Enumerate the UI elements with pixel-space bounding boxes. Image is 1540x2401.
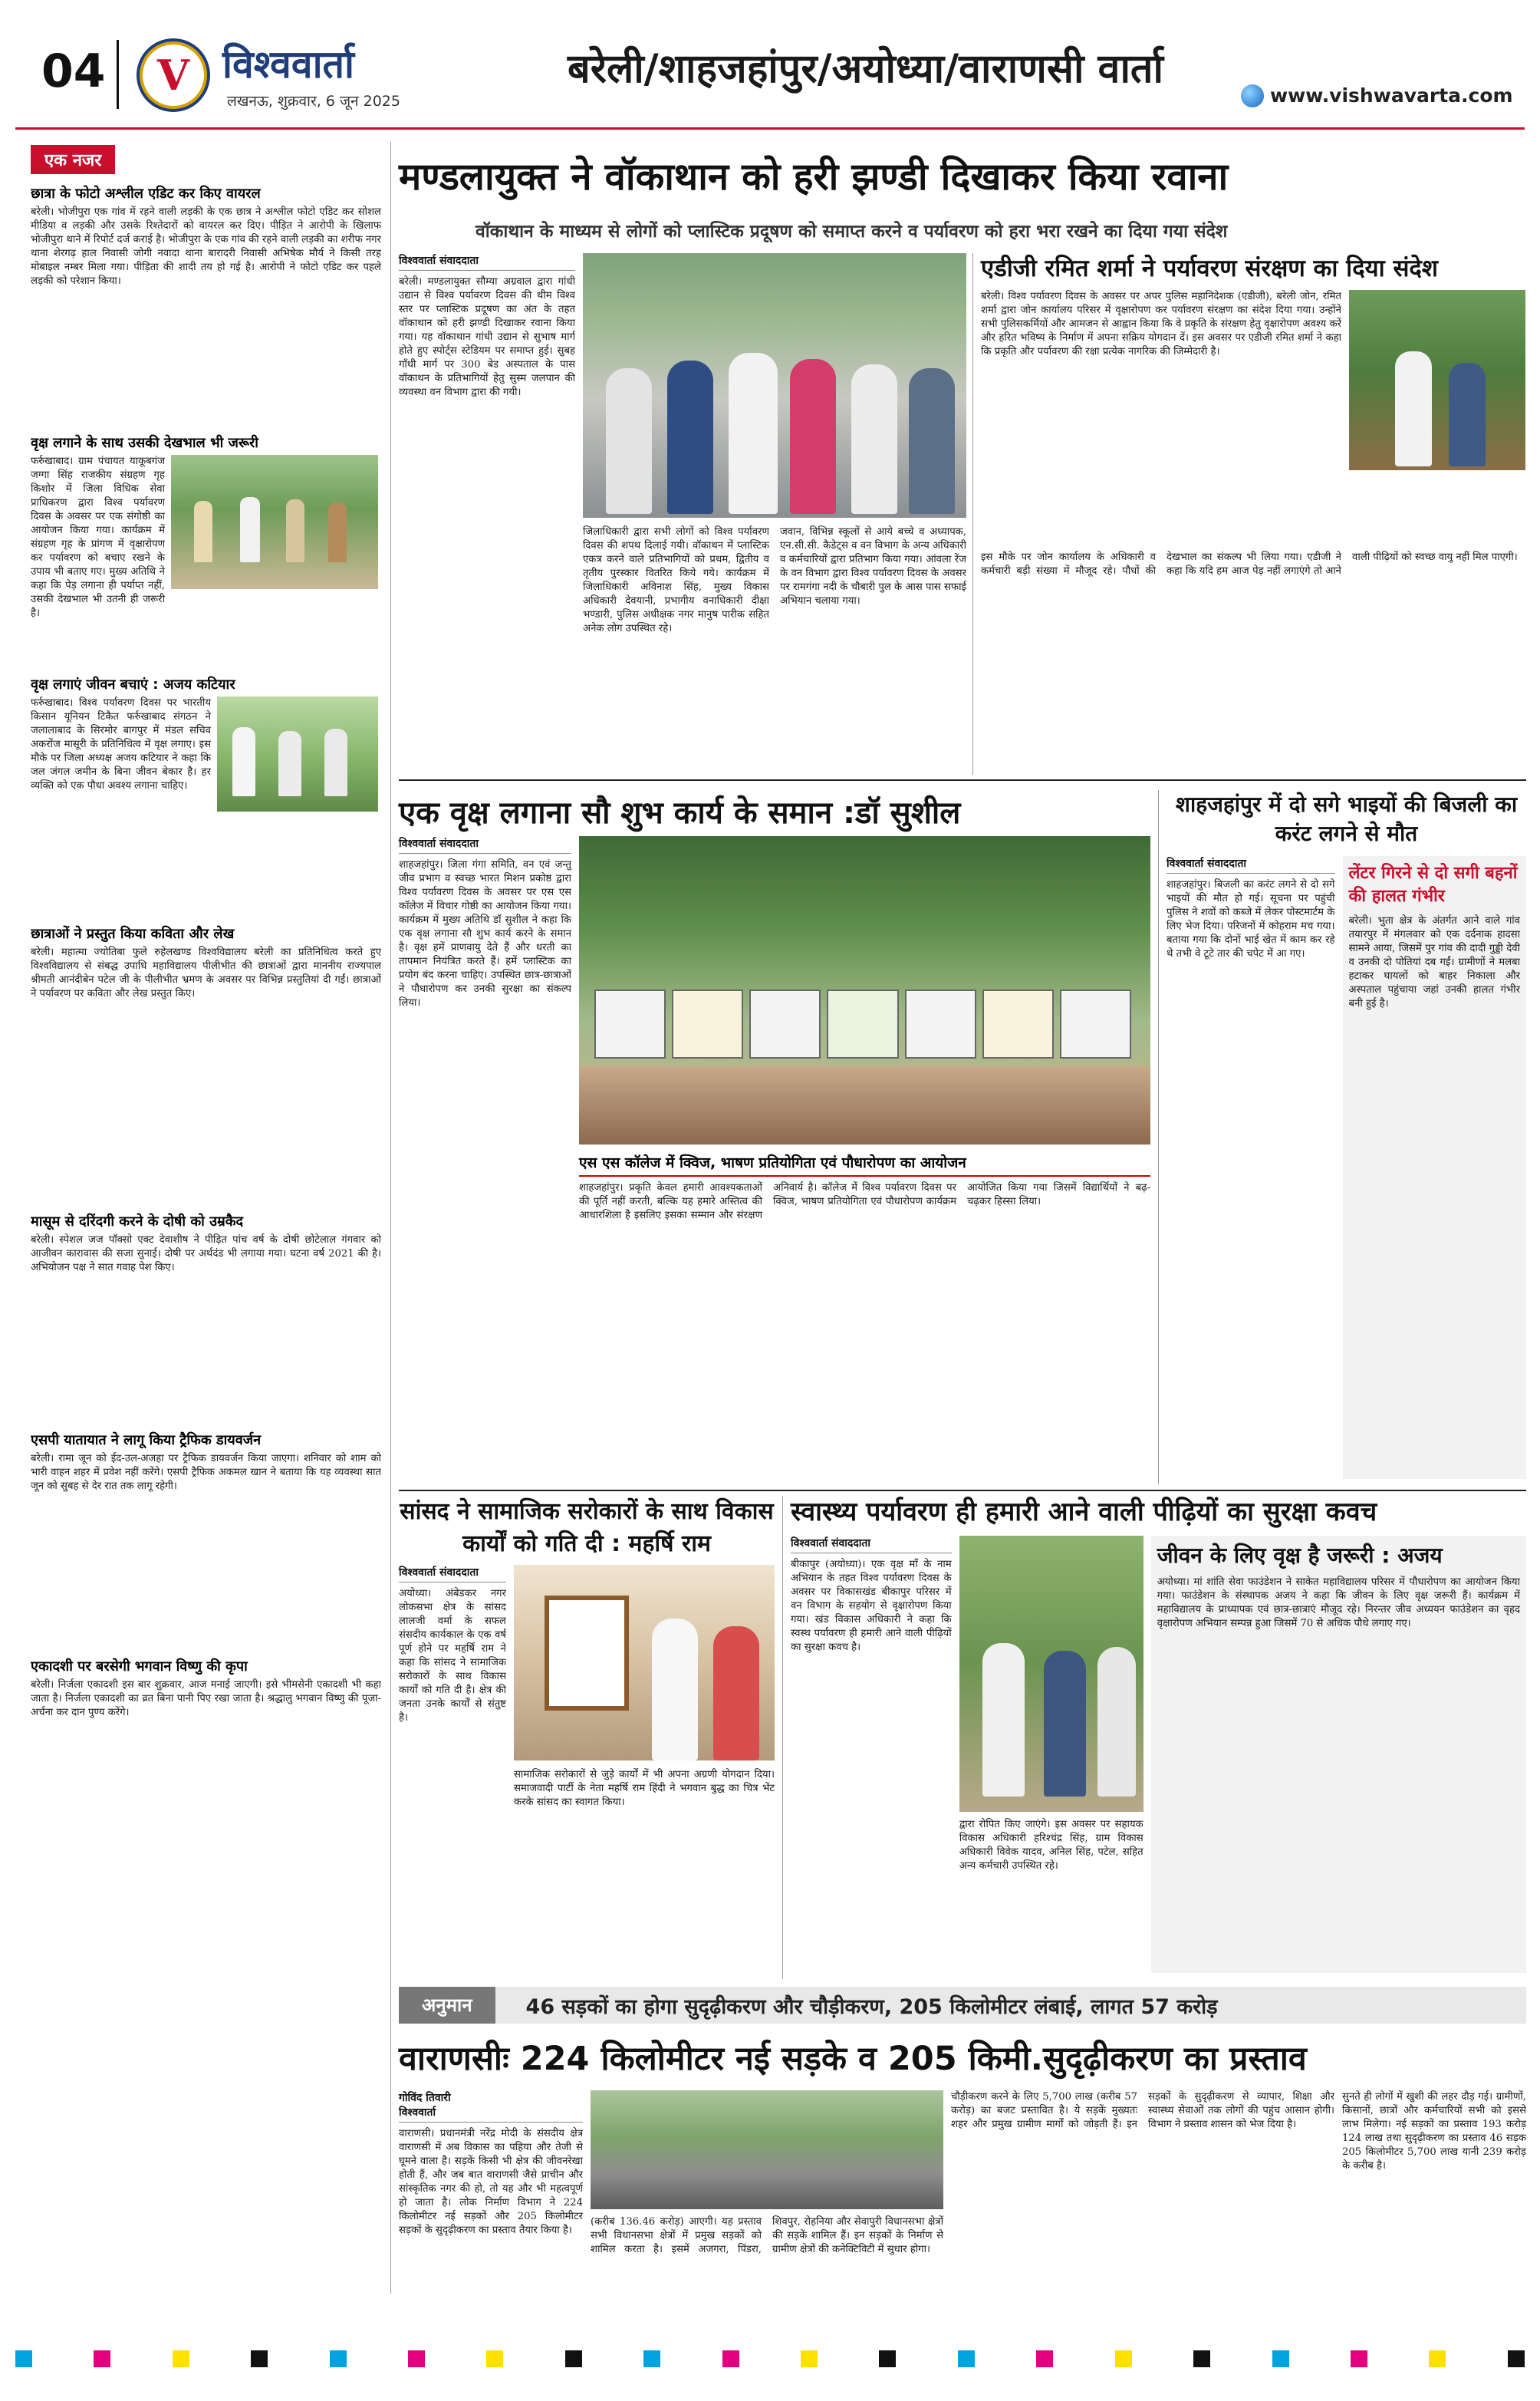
- website-link[interactable]: www.vishwavarta.com: [1270, 84, 1513, 107]
- sidebar-text: बरेली। भोजीपुरा एक गांव में रहने वाली लड़की के एक छात्र ने अश्लील फोटो एडिट कर सोशल मीडिया व लड़की और उसके रिश्तेदारों को वायरल कर दिए। पीड़ित ने आरोपी के खिलाफ भोजीपुरा थाने में रिपोर्ट दर्ज कराई है। भोजीपुरा के एक गांव की रहने वाली लड़की का शरीफ नगर थाना शेरगढ़ हाल निवासी जोगी नवादा थाना बारादरी निवासी अभिषेक मौर्य ने किसी तरह मोबाइल नम्बर मिला गया। पीड़िता की शादी तय हो गई है। आरोपी ने फोटो एडिट कर पहले लड़की को परेशान किया।: [31, 206, 381, 287]
- sidebar-headline: मासूम से दरिंदगी करने के दोषी को उम्रकैद: [31, 1214, 244, 1230]
- future-box: [782, 1496, 1526, 1979]
- lead-photo-walkathon: [583, 253, 966, 518]
- page-number: 04: [41, 44, 106, 98]
- varanasi-headline: वाराणसीः 224 किलोमीटर नई सड़के व 205 किमी.सुदृढ़ीकरण का प्रस्ताव: [399, 2040, 1307, 2078]
- adg-text: बरेली। विश्व पर्यावरण दिवस के अवसर पर अपर पुलिस महानिदेशक (एडीजी), बरेली जोन, रमित शर्मा द्वारा जोन कार्यालय परिसर में वृक्षारोपण कर पर्यावरण संरक्षण का संदेश दिया गया। उन्होंने सभी पुलिसकर्मियों और आमजन से आह्वान किया कि वे प्रकृति के संरक्षण हेतु वृक्षारोपण अवश्य करें और हरित भविष्य के निर्माण में अपना सक्रिय योगदान दें। इस अवसर पर एडीजी रमित शर्मा ने कहा कि प्रकृति और पर्यावरण की रक्षा प्रत्येक नागरिक की जिम्मेदारी है।: [981, 291, 1341, 357]
- color-registration-strip: [15, 2347, 1525, 2370]
- mp-photo-felicitation: [514, 1565, 775, 1760]
- masthead-divider: [117, 40, 119, 109]
- adg-box: [972, 253, 1526, 775]
- brothers-sub-headline: लेंटर गिरने से दो सगी बहनों की हालत गंभीर: [1348, 864, 1518, 906]
- sidebar-headline: छात्रा के फोटो अश्लील एडिट कर किए वायरल: [31, 186, 261, 202]
- sidebar-label: एक नजर: [31, 145, 115, 174]
- varanasi-kicker: [399, 1987, 1526, 2024]
- brothers-headline: शाहजहांपुर में दो सगे भाइयों की बिजली का करंट लगने से मौत: [1175, 792, 1518, 846]
- sidebar-text: बरेली। महात्मा ज्योतिबा फुले रुहेलखण्ड विश्वविद्यालय बरेली का प्रतिनिधित्व करते हुए विश्वविद्यालय से संबद्ध उपाधि महाविद्यालय पीलीभीत की छात्राओं द्वारा माननीय राज्यपाल श्रीमती आनंदीबेन पटेल जी के पीलीभीत भ्रमण के अवसर पर विभिन्न प्रस्तुतियां दी गईं। छात्राओं ने पर्यावरण पर कविता और लेख प्रस्तुत किए।: [31, 947, 381, 1000]
- brothers-box: [1158, 790, 1526, 1484]
- sidebar-headline: छात्राओं ने प्रस्तुत किया कविता और लेख: [31, 926, 235, 942]
- mp-text: सामाजिक सरोकारों से जुड़े कार्यों में भी अपना अग्रणी योगदान दिया। समाजवादी पार्टी के नेता महर्षि राम हिंदी ने भगवान बुद्ध का चित्र भेंट करके सांसद का स्वागत किया।: [514, 1769, 775, 1808]
- mp-text: अयोध्या। अंबेडकर नगर लोकसभा क्षेत्र के सांसद लालजी वर्मा के सफल संसदीय कार्यकाल के एक वर्ष पूर्ण होने पर महर्षि राम ने कहा कि सांसद ने सामाजिक सरोकारों के साथ विकास कार्यों को गति दी है। क्षेत्र की जनता उनके कार्यों से संतुष्ट है।: [399, 1588, 506, 1724]
- mp-headline: सांसद ने सामाजिक सरोकारों के साथ विकास कार्यों को गति दी : महर्षि राम: [400, 1498, 774, 1557]
- adg-text: इस मौके पर जोन कार्यालय के अधिकारी व कर्मचारी बड़ी संख्या में मौजूद रहे। पौधों की देखभाल का संकल्प भी लिया गया। एडीजी ने कहा कि यदि हम आज पेड़ नहीं लगाएंगे तो आने वाली पीढ़ियों को स्वच्छ वायु नहीं मिल पाएगी।: [981, 552, 1518, 577]
- brothers-text: शाहजहांपुर। बिजली का करंट लगने से दो सगे भाइयों की मौत हो गई। सूचना पर पहुंची पुलिस ने शवों को कब्जे में लेकर पोस्टमार्टम के लिए भेज दिया। परिजनों में कोहराम मच गया। बताया गया कि दोनों भाई खेत में काम कर रहे थे तभी वे टूटे तार की चपेट में आ गए।: [1167, 879, 1335, 960]
- varanasi-text: (करीब 136.46 करोड़) आएगी। यह प्रस्ताव सभी विधानसभा क्षेत्रों में प्रमुख सड़कों को शामिल करता है। इसमें अजगरा, पिंडरा, शिवपुर, रोहनिया और सेवापुरी विधानसभा क्षेत्रों की सड़कें शामिल हैं। इन सड़कों के निर्माण से ग्रामीण क्षेत्रों की कनेक्टिविटी में सुधार होगा।: [591, 2216, 943, 2255]
- paper-logo-icon: [137, 38, 210, 112]
- varanasi-text: चौड़ीकरण करने के लिए 5,700 लाख (करीब 57 करोड़) का बजट प्रस्तावित है। ये सड़कें मुख्यतः शहर और प्रमुख ग्रामीण मार्गों को जोड़ती हैं। इन सड़कों के सुदृढ़ीकरण से व्यापार, शिक्षा और स्वास्थ्य सेवाओं तक लोगों की पहुंच आसान होगी। विभाग ने प्रस्ताव शासन को भेज दिया है।: [951, 2091, 1334, 2130]
- brothers-byline: विश्ववार्ता संवाददाता: [1167, 856, 1335, 874]
- sidebar-photo-farmers: [217, 697, 378, 812]
- brothers-sub-text: बरेली। भुता क्षेत्र के अंतर्गत आने वाले गांव तयारपुर में मंगलवार को एक दर्दनाक हादसा सामने आया, जिसमें पुर गांव की दादी गुड्डी देवी व उनकी दो पोतियां दब गईं। ग्रामीणों ने मलबा हटाकर घायलों को बाहर निकाला और अस्पताल पहुंचाया जहां उनकी हालत गंभीर बनी हुई है।: [1348, 915, 1520, 1009]
- masthead: [0, 0, 1540, 142]
- adg-headline: एडीजी रमित शर्मा ने पर्यावरण संरक्षण का दिया संदेश: [981, 255, 1438, 282]
- divider: [399, 1490, 1526, 1491]
- globe-icon: [1241, 84, 1264, 107]
- lead-headline: मण्डलायुक्त ने वॉकाथान को हरी झण्डी दिखाकर किया रवाना: [399, 155, 1229, 199]
- future-headline: स्वास्थ्य पर्यावरण ही हमारी आने वाली पीढ़ियों का सुरक्षा कवच: [791, 1497, 1377, 1527]
- sidebar-text: बरेली। रामा जून को ईद-उल-अजहा पर ट्रैफिक डायवर्जन किया जाएगा। शनिवार को शाम को भारी वाहन शहर में प्रवेश नहीं करेंगे। एसपी ट्रैफिक अकमल खान ने बताया कि यह व्यवस्था सात जून को सुबह से देर रात तक लागू रहेगी।: [31, 1453, 381, 1492]
- sushil-caption-box: [579, 1151, 1150, 1484]
- future-text: बीकापुर (अयोध्या)। एक वृक्ष माँ के नाम अभियान के तहत विश्व पर्यावरण दिवस के अवसर पर विकासखंड बीकापुर परिसर में वन विभाग के सहयोग से वृक्षारोपण किया गया। खंड विकास अधिकारी ने कहा कि स्वस्थ पर्यावरण ही हमारी आने वाली पीढ़ियों का सुरक्षा कवच है।: [791, 1559, 952, 1653]
- sidebar-headline: एसपी यातायात ने लागू किया ट्रैफिक डायवर्जन: [31, 1432, 262, 1448]
- lead-column-1: [399, 253, 575, 775]
- dateline: लखनऊ, शुक्रवार, 6 जून 2025: [227, 93, 400, 110]
- lead-subhead: वॉकाथान के माध्यम से लोगों को प्लास्टिक प्रदूषण को समाप्त करने व पर्यावरण को हरा भरा रखने का दिया गया संदेश: [475, 222, 1228, 242]
- sushil-text: शाहजहांपुर। जिला गंगा समिति, वन एवं जन्तु जीव प्रभाग व स्वच्छ भारत मिशन प्रकोष्ठ द्वारा विश्व पर्यावरण दिवस के अवसर पर एस एस कॉलेज में विचार गोष्ठी का आयोजन किया गया। कार्यक्रम में मुख्य अतिथि डॉ सुशील ने कहा कि एक वृक्ष लगाना सौ शुभ कार्य करने के समान है। वृक्ष हमें प्राणवायु देते हैं और धरती का तापमान नियंत्रित करते हैं। हमें प्लास्टिक का प्रयोग बंद करना चाहिए। उपस्थित छात्र-छात्राओं ने पौधारोपण कर उनकी सुरक्षा का संकल्प लिया।: [399, 859, 571, 1009]
- lead-text: जिलाधिकारी द्वारा सभी लोगों को विश्व पर्यावरण दिवस की शपथ दिलाई गयी। वॉकाथन में प्लास्टिक एकत्र करने वाले प्रतिभागियों को प्रथम, द्वितीय व तृतीय पुरस्कार वितरित किये गये। कार्यक्रम में जिलाधिकारी अविनाश सिंह, मुख्य विकास अधिकारी देवयानी, प्रभागीय वनाधिकारी दीक्षा भण्डारी, पुलिस अधीक्षक नगर मानुष पारीक सहित अनेक लोग उपस्थित रहे।: [583, 526, 769, 634]
- varanasi-text: वाराणसी। प्रधानमंत्री नरेंद्र मोदी के संसदीय क्षेत्र वाराणसी में अब विकास का पहिया और तेजी से घूमने वाला है। सड़कें किसी भी क्षेत्र की जीवनरेखा होती हैं, और जब बात वाराणसी जैसे प्राचीन और सांस्कृतिक नगर की हो, तो यह और भी महत्वपूर्ण हो जाता है। लोक निर्माण विभाग ने 224 किलोमीटर नई सड़कों और 205 किलोमीटर सड़कों के सुदृढ़ीकरण का प्रस्ताव तैयार किया है।: [399, 2128, 583, 2236]
- sidebar-photo-tree-planting: [171, 455, 378, 589]
- future-sub-headline: जीवन के लिए वृक्ष है जरूरी : अजय: [1157, 1543, 1443, 1568]
- adg-photo-planting: [1349, 290, 1525, 470]
- varanasi-column-1: [399, 2090, 583, 2294]
- sidebar-text: फर्रुखाबाद। ग्राम पंचायत याकूबगंज जग्गा सिंह राजकीय संग्रहण गृह किशोर में जिला विधिक सेवा प्राधिकरण द्वारा विश्व पर्यावरण दिवस के अवसर पर एक संगोष्ठी का आयोजन किया गया। कार्यक्रम में संग्रहण गृह के प्रांगण में वृक्षारोपण कर पर्यावरण को बचाए रखने के उपाय भी बताए गए। मुख्य अतिथि ने कहा कि पेड़ लगाना ही पर्याप्त नहीं, उसकी देखभाल भी उतनी ही जरूरी है।: [31, 456, 165, 619]
- sidebar-text: फर्रुखाबाद। विश्व पर्यावरण दिवस पर भारतीय किसान यूनियन टिकैत फर्रुखाबाद संगठन ने जलालाबाद के सिरमोर बागपुर में मंडल सचिव अकरोंज मासूरी के प्रतिनिधित्व में वृक्ष लगाए। इस मौके पर जिला अध्यक्ष अजय कटियार ने कहा कि जल जंगल जमीन के बिना जीवन बेकार है। हर व्यक्ति को एक पौधा अवश्य लगाना चाहिए।: [31, 697, 211, 792]
- sidebar-headline: वृक्ष लगाने के साथ उसकी देखभाल भी जरूरी: [31, 435, 258, 451]
- kicker-label: अनुमान: [399, 1987, 495, 2024]
- varanasi-photo-road: [591, 2090, 943, 2209]
- varanasi-byline-2: विश्ववार्ता: [399, 2105, 583, 2123]
- edition-title: बरेली/शाहजहांपुर/अयोध्या/वाराणसी वार्ता: [568, 46, 1164, 92]
- sidebar: [31, 142, 391, 2294]
- sushil-headline: एक वृक्ष लगाना सौ शुभ कार्य के समान :डॉ सुशील: [399, 795, 961, 831]
- logo-letter: V: [157, 51, 189, 100]
- sushil-byline: विश्ववार्ता संवाददाता: [399, 836, 571, 854]
- sushil-column: [399, 836, 571, 1484]
- lead-columns-2: [583, 525, 966, 775]
- mp-byline: विश्ववार्ता संवाददाता: [399, 1565, 506, 1583]
- lead-text: बरेली। मण्डलायुक्त सौम्या अग्रवाल द्वारा गांधी उद्यान से विश्व पर्यावरण दिवस की थीम विश्व स्तर पर प्लास्टिक प्रदूषण का अंत के तहत वॉकाथान को हरी झण्डी दिखाकर रवाना किया गया। यह वॉकाथान गांधी उद्यान से सुभाष मार्ग होते हुए स्पोर्ट्स स्टेडियम पर समाप्त हुई। सुबह गाँधी मार्ग पर 300 बेड अस्पताल के पास वॉकाथन के प्रतिभागियों हेतु सुस्म जलपान की व्यवस्था वन विभाग द्वारा की गयी।: [399, 276, 575, 398]
- future-photo-officials: [959, 1536, 1143, 1812]
- sushil-photo-students: [579, 836, 1150, 1145]
- sidebar-headline: एकादशी पर बरसेगी भगवान विष्णु की कृपा: [31, 1658, 248, 1675]
- future-sub-text: अयोध्या। मां शांति सेवा फाउंडेशन ने साकेत महाविद्यालय परिसर में पौधारोपण का आयोजन किया गया। फाउंडेशन के संस्थापक अजय ने कहा कि जीवन के लिए वृक्ष जरूरी हैं। कार्यक्रम में महाविद्यालय के प्राध्यापक एवं छात्र-छात्राएं मौजूद रहे। निरन्तर जीव अध्ययन फाउंडेशन का वृहद वृक्षारोपण अभियान सम्पन्न हुआ जिसमें 70 से अधिक पौधे लगाए गए।: [1157, 1576, 1520, 1629]
- future-text: द्वारा रोपित किए जाएंगे। इस अवसर पर सहायक विकास अधिकारी हरिश्चंद्र सिंह, ग्राम विकास अधिकारी विवेक यादव, अनिल सिंह, पटेल, सहित अन्य कर्मचारी उपस्थित रहे।: [959, 1819, 1143, 1872]
- mp-column: [399, 1565, 506, 1979]
- sushil-caption: एस एस कॉलेज में क्विज, भाषण प्रतियोगिता एवं पौधारोपण का आयोजन: [579, 1151, 1150, 1177]
- sidebar-text: बरेली। निर्जला एकादशी इस बार शुक्रवार, आज मनाई जाएगी। इसे भीमसेनी एकादशी भी कहा जाता है। निर्जला एकादशी का व्रत बिना पानी पिए रखा जाता है। श्रद्धालु भगवान विष्णु की पूजा-अर्चना कर दान पुण्य करेंगे।: [31, 1679, 381, 1718]
- varanasi-text: सुनते ही लोगों में खुशी की लहर दौड़ गई। ग्रामीणों, किसानों, छात्रों और कर्मचारियों सभी को इससे लाभ मिलेगा। नई सड़कों का प्रस्ताव 193 करोड़ 124 लाख तथा सुदृढ़ीकरण का प्रस्ताव 46 सड़क 205 किलोमीटर 5,700 लाख यानी 239 करोड़ के करीब है।: [1342, 2091, 1526, 2172]
- varanasi-byline: गोविंद तिवारी: [399, 2092, 451, 2104]
- masthead-bottom-rule: [15, 127, 1525, 130]
- sidebar-text: बरेली। स्पेशल जज पॉक्सो एक्ट देवाशीष ने पीड़ित पांच वर्ष के दोषी छोटेलाल गंगवार को आजीवन कारावास की सजा सुनाई। दोषी पर अर्थदंड भी लगाया गया। घटना वर्ष 2021 की है। अभियोजन पक्ष ने सात गवाह पेश किए।: [31, 1234, 381, 1273]
- divider: [399, 779, 1526, 781]
- future-byline: विश्ववार्ता संवाददाता: [791, 1536, 952, 1553]
- sidebar-headline: वृक्ष लगाएं जीवन बचाएं : अजय कटियार: [31, 677, 235, 693]
- lead-byline: विश्ववार्ता संवाददाता: [399, 253, 575, 271]
- lead-text: जवान, विभिन्न स्कूलों से आये बच्चे व अध्यापक, एन.सी.सी. कैडेट्स व वन विभाग के अन्य अधिकारी व कर्मचारियों द्वारा प्रतिभाग किया गया। आंवला रेंज के वन विभाग द्वारा विश्व पर्यावरण दिवस के अवसर पर रामगंगा नदी के चौबारी पुल के आस पास सफाई अभियान चलाया गया।: [780, 526, 966, 607]
- paper-name: विश्ववार्ता: [222, 42, 354, 87]
- sushil-caption-text: शाहजहांपुर। प्रकृति केवल हमारी आवश्यकताओं की पूर्ति नहीं करती, बल्कि यह हमारे अस्तित्व की आधारशिला है इसलिए इसका सम्मान और संरक्षण अनिवार्य है। कॉलेज में विश्व पर्यावरण दिवस पर क्विज, भाषण प्रतियोगिता एवं पौधारोपण कार्यक्रम आयोजित किया गया जिसमें विद्यार्थियों ने बढ़-चढ़कर हिस्सा लिया।: [579, 1182, 1150, 1221]
- kicker-text: 46 सड़कों का होगा सुदृढ़ीकरण और चौड़ीकरण, 205 किलोमीटर लंबाई, लागत 57 करोड़: [525, 1994, 1218, 2019]
